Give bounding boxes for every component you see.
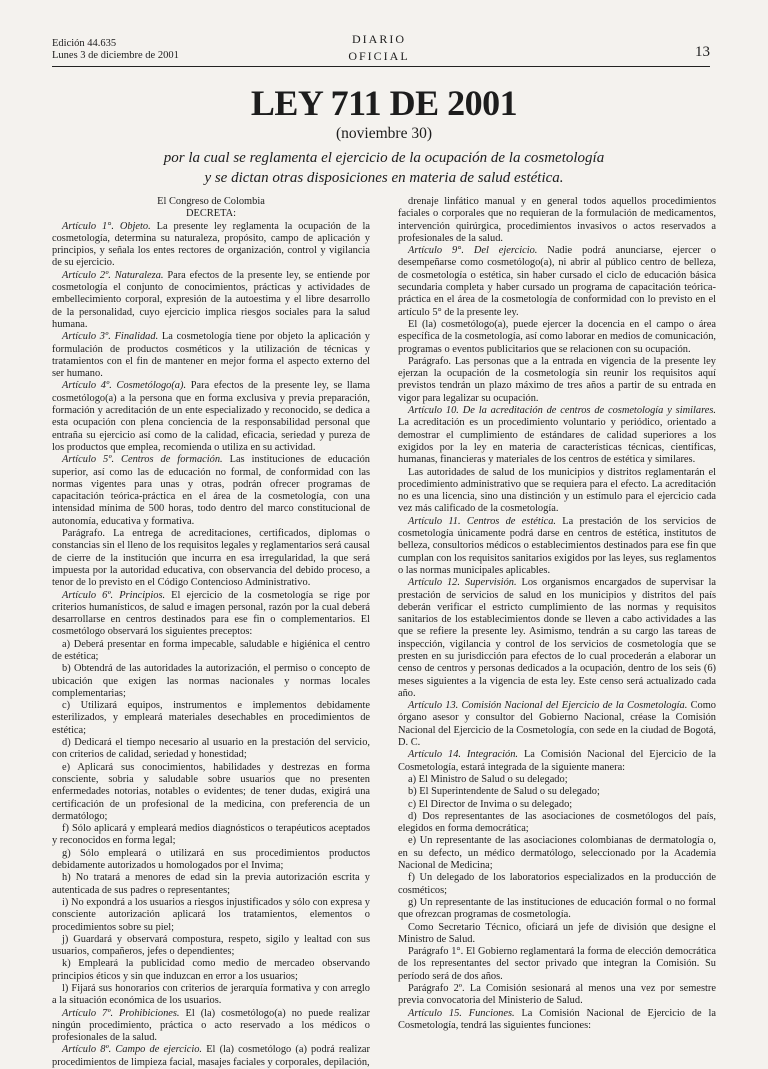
paragraph-text: El Congreso de Colombia: [157, 196, 265, 207]
paragraph: [52, 528, 370, 589]
paragraph: [52, 663, 370, 700]
paragraph: [52, 934, 370, 959]
paragraph: [398, 922, 716, 947]
paragraph: [398, 700, 716, 749]
newspaper-name-line1: DIARIO: [352, 32, 406, 46]
paragraph: [52, 700, 370, 737]
paragraph-text: g) Sólo empleará o utilizará en sus procedimientos productos debidamente autorizados u homologados por el Invima;: [52, 847, 370, 872]
paragraph: [52, 331, 370, 380]
paragraph: [52, 848, 370, 873]
paragraph: [52, 639, 370, 664]
paragraph-text: g) Un representante de las instituciones de educación formal o no formal que ofrezcan programas de cosmetología.: [398, 896, 716, 921]
article-heading: Artículo 5º. Centros de formación.: [62, 454, 223, 466]
paragraph: [398, 799, 716, 811]
paragraph-text: c) El Director de Invima o su delegado;: [408, 798, 573, 810]
page-number: 13: [695, 44, 710, 60]
newspaper-name: [334, 31, 424, 65]
paragraph-text: Nadie podrá anunciarse, ejercer o desempeñarse como cosmetólogo(a), ni abrir al público centro de belleza, de cosmetología o estética, sin haber cursado el ciclo de educación básica secundaria completa y haber cursado un programa de capacitación teórica-práctica en el área de la cosmetología de conformidad con lo previsto en el artículo 5° de la presente ley.: [398, 245, 716, 318]
paragraph: [398, 811, 716, 836]
paragraph-text: El (la) cosmetólogo(a), puede ejercer la docencia en el campo o área específica de la cosmetología, así como laborar en medios de comunicación, programas o eventos publicitarios que se relacionen con su ocupación.: [398, 318, 716, 355]
paragraph: [398, 786, 716, 798]
law-title: LEY 711 DE 2001: [250, 83, 518, 123]
paragraph-text: e) Aplicará sus conocimientos, habilidades y destrezas en forma consciente, sobria y saludable sobre usuarios que no presenten enfermedades notorias, notables o evidentes; de tener dudas, exigirá una certificación de un profesional de la medicina, con preferencia de un dermatólogo;: [52, 761, 370, 822]
paragraph-text: Las instituciones de educación superior, así como las de educación no formal, de conformidad con las normas vigentes para unas y otras, podrán ofrecer programas de capacitación teórica-práctica en el área de la cosmetología, con una intensidad mínima de 500 horas, todo dentro del marco constitucional de autonomía, educativa y formativa.: [52, 454, 370, 527]
law-subtitle-line2: y se dictan otras disposiciones en materia de salud estética.: [204, 170, 564, 186]
paragraph: [52, 983, 370, 1008]
paragraph: [398, 405, 716, 466]
article-heading: Artículo 4º. Cosmetólogo(a).: [62, 380, 187, 392]
paragraph-text: e) Un representante de las asociaciones colombianas de dermatología o, en su defecto, un médico dermatólogo, seleccionado por la Academia Nacional de Medicina;: [398, 835, 716, 872]
paragraph-text: Para efectos de la presente ley, se entiende por cosmetología el conjunto de conocimientos, prácticas y actividades de embellecimiento corporal, expresión de la autoestima y el libre desarrollo de la personalidad, cuyo ejercicio implica riesgos sociales para la salud humana.: [52, 269, 370, 330]
paragraph-text: drenaje linfático manual y en general todos aquellos procedimientos faciales o corporales que no requieran de la formulación de medicamentos, intervención quirúrgica, procedimientos invasivos o actos reservados a profesionales de la salud.: [398, 196, 716, 244]
paragraph: [52, 270, 370, 331]
paragraph-text: El ejercicio de la cosmetología se rige por criterios humanísticos, de salud e imagen personal, razón por la cual deberá desarrollarse en centros destinados para ese fin o complementarios. El cosmetólogo observará los siguientes preceptos:: [52, 589, 370, 638]
paragraph: [52, 958, 370, 983]
paragraph: [52, 872, 370, 897]
paragraph: [52, 590, 370, 639]
paragraph-text: Parágrafo 1°. El Gobierno reglamentará la forma de elección democrática de los representantes del sector privado que integran la Comisión. Su período será de dos años.: [398, 946, 716, 982]
paragraph-text: f) Sólo aplicará y empleará medios diagnósticos o terapéuticos aceptados y reconocidos en forma legal;: [52, 823, 370, 847]
paragraph: [398, 356, 716, 405]
paragraph-text: f) Un delegado de los laboratorios especializados en la producción de cosméticos;: [398, 872, 716, 896]
paragraph: [52, 823, 370, 848]
paragraph: [52, 221, 370, 270]
paragraph-text: i) No expondrá a los usuarios a riesgos injustificados y sólo con expresa y consciente autorización aplicará los tratamientos, elementos o procedimientos sobre su piel;: [52, 896, 370, 933]
paragraph: [398, 467, 716, 516]
paragraph: [52, 737, 370, 762]
paragraph: [398, 983, 716, 1008]
paragraph-text: b) Obtendrá de las autoridades la autorización, el permiso o concepto de ubicación que exigen las normas nacionales y normas locales complementarias;: [52, 663, 370, 699]
paragraph: [398, 749, 716, 774]
paragraph-text: La cosmetología tiene por objeto la aplicación y formulación de productos cosméticos y la utilización de técnicas y tratamientos con el fin de mantener en mejor forma el aspecto externo del ser humano.: [52, 331, 370, 380]
right-column: [398, 196, 716, 1032]
article-heading: Artículo 3º. Finalidad.: [62, 331, 159, 343]
issue-date: Lunes 3 de diciembre de 2001: [52, 50, 179, 61]
newspaper-name-line2: OFICIAL: [348, 49, 410, 63]
paragraph-text: La presente ley reglamenta la ocupación de la cosmetología, determina su naturaleza, propósito, campo de aplicación y principios, y señala los entes rectores de organización, control y vigilancia de su ejercicio.: [52, 220, 370, 269]
paragraph-text: h) No tratará a menores de edad sin la previa autorización escrita y autenticada de sus padres o representantes;: [52, 872, 370, 896]
paragraph-text: Las autoridades de salud de los municipios y distritos reglamentarán el procedimiento administrativo que se requiera para el efecto. La acreditación no es una licencia, sino una distinción y un estímulo para el ejercicio cada vez más calificado de la cosmetología.: [398, 466, 716, 515]
paragraph-text: a) El Ministro de Salud o su delegado;: [408, 773, 568, 785]
paragraph: [398, 245, 716, 319]
article-heading: Artículo 9°. Del ejercicio.: [408, 245, 538, 257]
article-heading: Artículo 7º. Prohibiciones.: [62, 1007, 180, 1019]
paragraph-text: d) Dos representantes de las asociaciones de cosmetólogos del país, elegidos en forma democrática;: [398, 810, 716, 835]
article-heading: Artículo 15. Funciones.: [408, 1007, 515, 1019]
paragraph-text: k) Empleará la publicidad como medio de mercadeo observando principios éticos y sin que induzcan en error a los usuarios;: [52, 958, 370, 982]
paragraph-text: La acreditación es un procedimiento voluntario y periódico, orientado a demostrar el cumplimiento de estándares de calidad superiores a los exigidos por la ley en materia de características técnicas, científicas, humanas, financieras y materiales de los centros de estética y similares.: [398, 417, 716, 466]
paragraph: [52, 762, 370, 823]
paragraph-text: Para efectos de la presente ley, se llama cosmetólogo(a) a la persona que en forma exclusiva y previa preparación, formación y acreditación de un ente especializado y reconocido, se dedica a esta ocupación con plena conciencia de la responsabilidad personal que entraña su ejercicio así como de la calidad, eficacia, seriedad y pureza de los productos que emplea, recomienda o utiliza en su actividad.: [52, 380, 370, 453]
article-heading: Artículo 1°. Objeto.: [62, 220, 151, 232]
paragraph: [398, 319, 716, 356]
paragraph-text: La prestación de los servicios de cosmetología únicamente podrá darse en centros de estética, institutos de belleza, consultorios médicos o establecimientos destinados para ese fin que cumplan con los requisitos sanitarios exigidos por las leyes, sus reglamentos o las normas municipales aplicables.: [398, 515, 717, 576]
article-heading: Artículo 10. De la acreditación de centros de cosmetología y similares.: [408, 405, 716, 417]
paragraph-text: El (la) cosmetólogo (a) podrá realizar procedimientos de limpieza facial, masajes faciales y corporales, depilación,: [52, 1044, 370, 1068]
paragraph-text: Parágrafo 2º. La Comisión sesionará al menos una vez por semestre previa convocatoria del Ministerio de Salud.: [398, 983, 716, 1007]
paragraph: [52, 454, 370, 528]
edition-number: Edición 44.635: [52, 38, 117, 49]
paragraph: [398, 577, 716, 700]
paragraph-text: Los organismos encargados de supervisar la prestación de servicios de salud en los municipios y distritos del país deberán verificar el estricto cumplimiento de las normas y requisitos sanitarios de los establecimientos donde se lleven a cabo actividades a las que se refiere la presente ley. Asimismo, tendrán a su cargo las tareas de inspección, vigilancia y control de los servicios de cosmetología que se presten en su jurisdicción para efectos de lo cual procederán a elaborar un censo de centros y personas dedicados a la ocupación, dentro de los seis (6) meses siguientes a la vigencia de esta ley. Este censo será actualizado cada año.: [398, 577, 716, 699]
paragraph-text: La Comisión Nacional de Ejercicio de la Cosmetología, tendrá las siguientes funciones:: [398, 1007, 716, 1031]
paragraph: [398, 872, 716, 897]
law-subtitle-line1: por la cual se reglamenta el ejercicio de la ocupación de la cosmetología: [163, 150, 605, 166]
paragraph-text: Parágrafo. Las personas que a la entrada en vigencia de la presente ley ejerzan la ocupación de la cosmetología sin reunir los requisitos aquí previstos tendrán un plazo máximo de tres años a partir de su entrada en vigor para legalizar su ocupación.: [398, 355, 716, 404]
article-heading: Artículo 6º. Principios.: [62, 589, 166, 601]
paragraph: [52, 1008, 370, 1045]
paragraph: [398, 516, 716, 577]
article-heading: Artículo 2º. Naturaleza.: [62, 269, 164, 281]
paragraph-text: l) Fijará sus honorarios con criterios de jerarquía formativa y con arreglo a la situación económica de los usuarios.: [52, 983, 370, 1007]
paragraph-text: a) Deberá presentar en forma impecable, saludable e higiénica el centro de estética;: [52, 638, 370, 662]
paragraph: [52, 208, 370, 220]
paragraph-text: b) El Superintendente de Salud o su delegado;: [408, 786, 600, 798]
article-heading: Artículo 11. Centros de estética.: [408, 515, 557, 527]
law-subtitle: [100, 148, 668, 188]
header-rule: [52, 66, 710, 67]
paragraph: [398, 196, 716, 245]
paragraph: [398, 946, 716, 983]
paragraph-text: Como Secretario Técnico, oficiará un jefe de división que designe el Ministro de Salud.: [398, 921, 716, 945]
article-heading: Artículo 12. Supervisión.: [408, 577, 517, 589]
paragraph: [52, 897, 370, 934]
paragraph-text: La Comisión Nacional del Ejercicio de la Cosmetología, estará integrada de la siguiente manera:: [398, 749, 716, 773]
paragraph: [398, 897, 716, 922]
paragraph: [52, 196, 370, 208]
paragraph-text: d) Dedicará el tiempo necesario al usuario en la prestación del servicio, con criterios de calidad, seriedad y honestidad;: [52, 737, 370, 761]
paragraph-text: j) Guardará y observará compostura, respeto, sigilo y lealtad con sus usuarios, compañeros, jefes o dependientes;: [52, 933, 370, 958]
header-edition-info: [52, 38, 179, 62]
paragraph: [398, 835, 716, 872]
paragraph-text: Como órgano asesor y consultor del Gobierno Nacional, créase la Comisión Nacional del Ejercicio de la Cosmetología, con sede en la ciudad de Bogotá, D. C.: [398, 700, 716, 749]
paragraph-text: Parágrafo. La entrega de acreditaciones, certificados, diplomas o constancias sin el lleno de los requisitos legales y reglamentarios será causal de cierre de la institución que incurra en esa irregularidad, la que será impuesta por la autoridad educativa, con observancia del debido proceso, a tenor de lo previsto en el Código Contencioso Administrativo.: [52, 528, 370, 589]
paragraph: [398, 1008, 716, 1033]
paragraph-text: c) Utilizará equipos, instrumentos e implementos debidamente esterilizados, y empleará materiales desechables en procedimientos de estética;: [52, 700, 370, 736]
paragraph: [398, 774, 716, 786]
article-heading: Artículo 13. Comisión Nacional del Ejercicio de la Cosmetología.: [408, 700, 688, 712]
paragraph-text: DECRETA:: [186, 208, 236, 220]
article-heading: Artículo 14. Integración.: [408, 749, 519, 761]
paragraph-text: El (la) cosmetólogo(a) no puede realizar ningún procedimiento, práctica o acto reservado a los médicos o profesionales de la salud.: [52, 1007, 370, 1044]
left-column: [52, 196, 370, 1069]
paragraph: [52, 380, 370, 454]
law-date: (noviembre 30): [336, 125, 432, 142]
paragraph: [52, 1044, 370, 1069]
article-heading: Artículo 8º. Campo de ejercicio.: [62, 1044, 203, 1056]
